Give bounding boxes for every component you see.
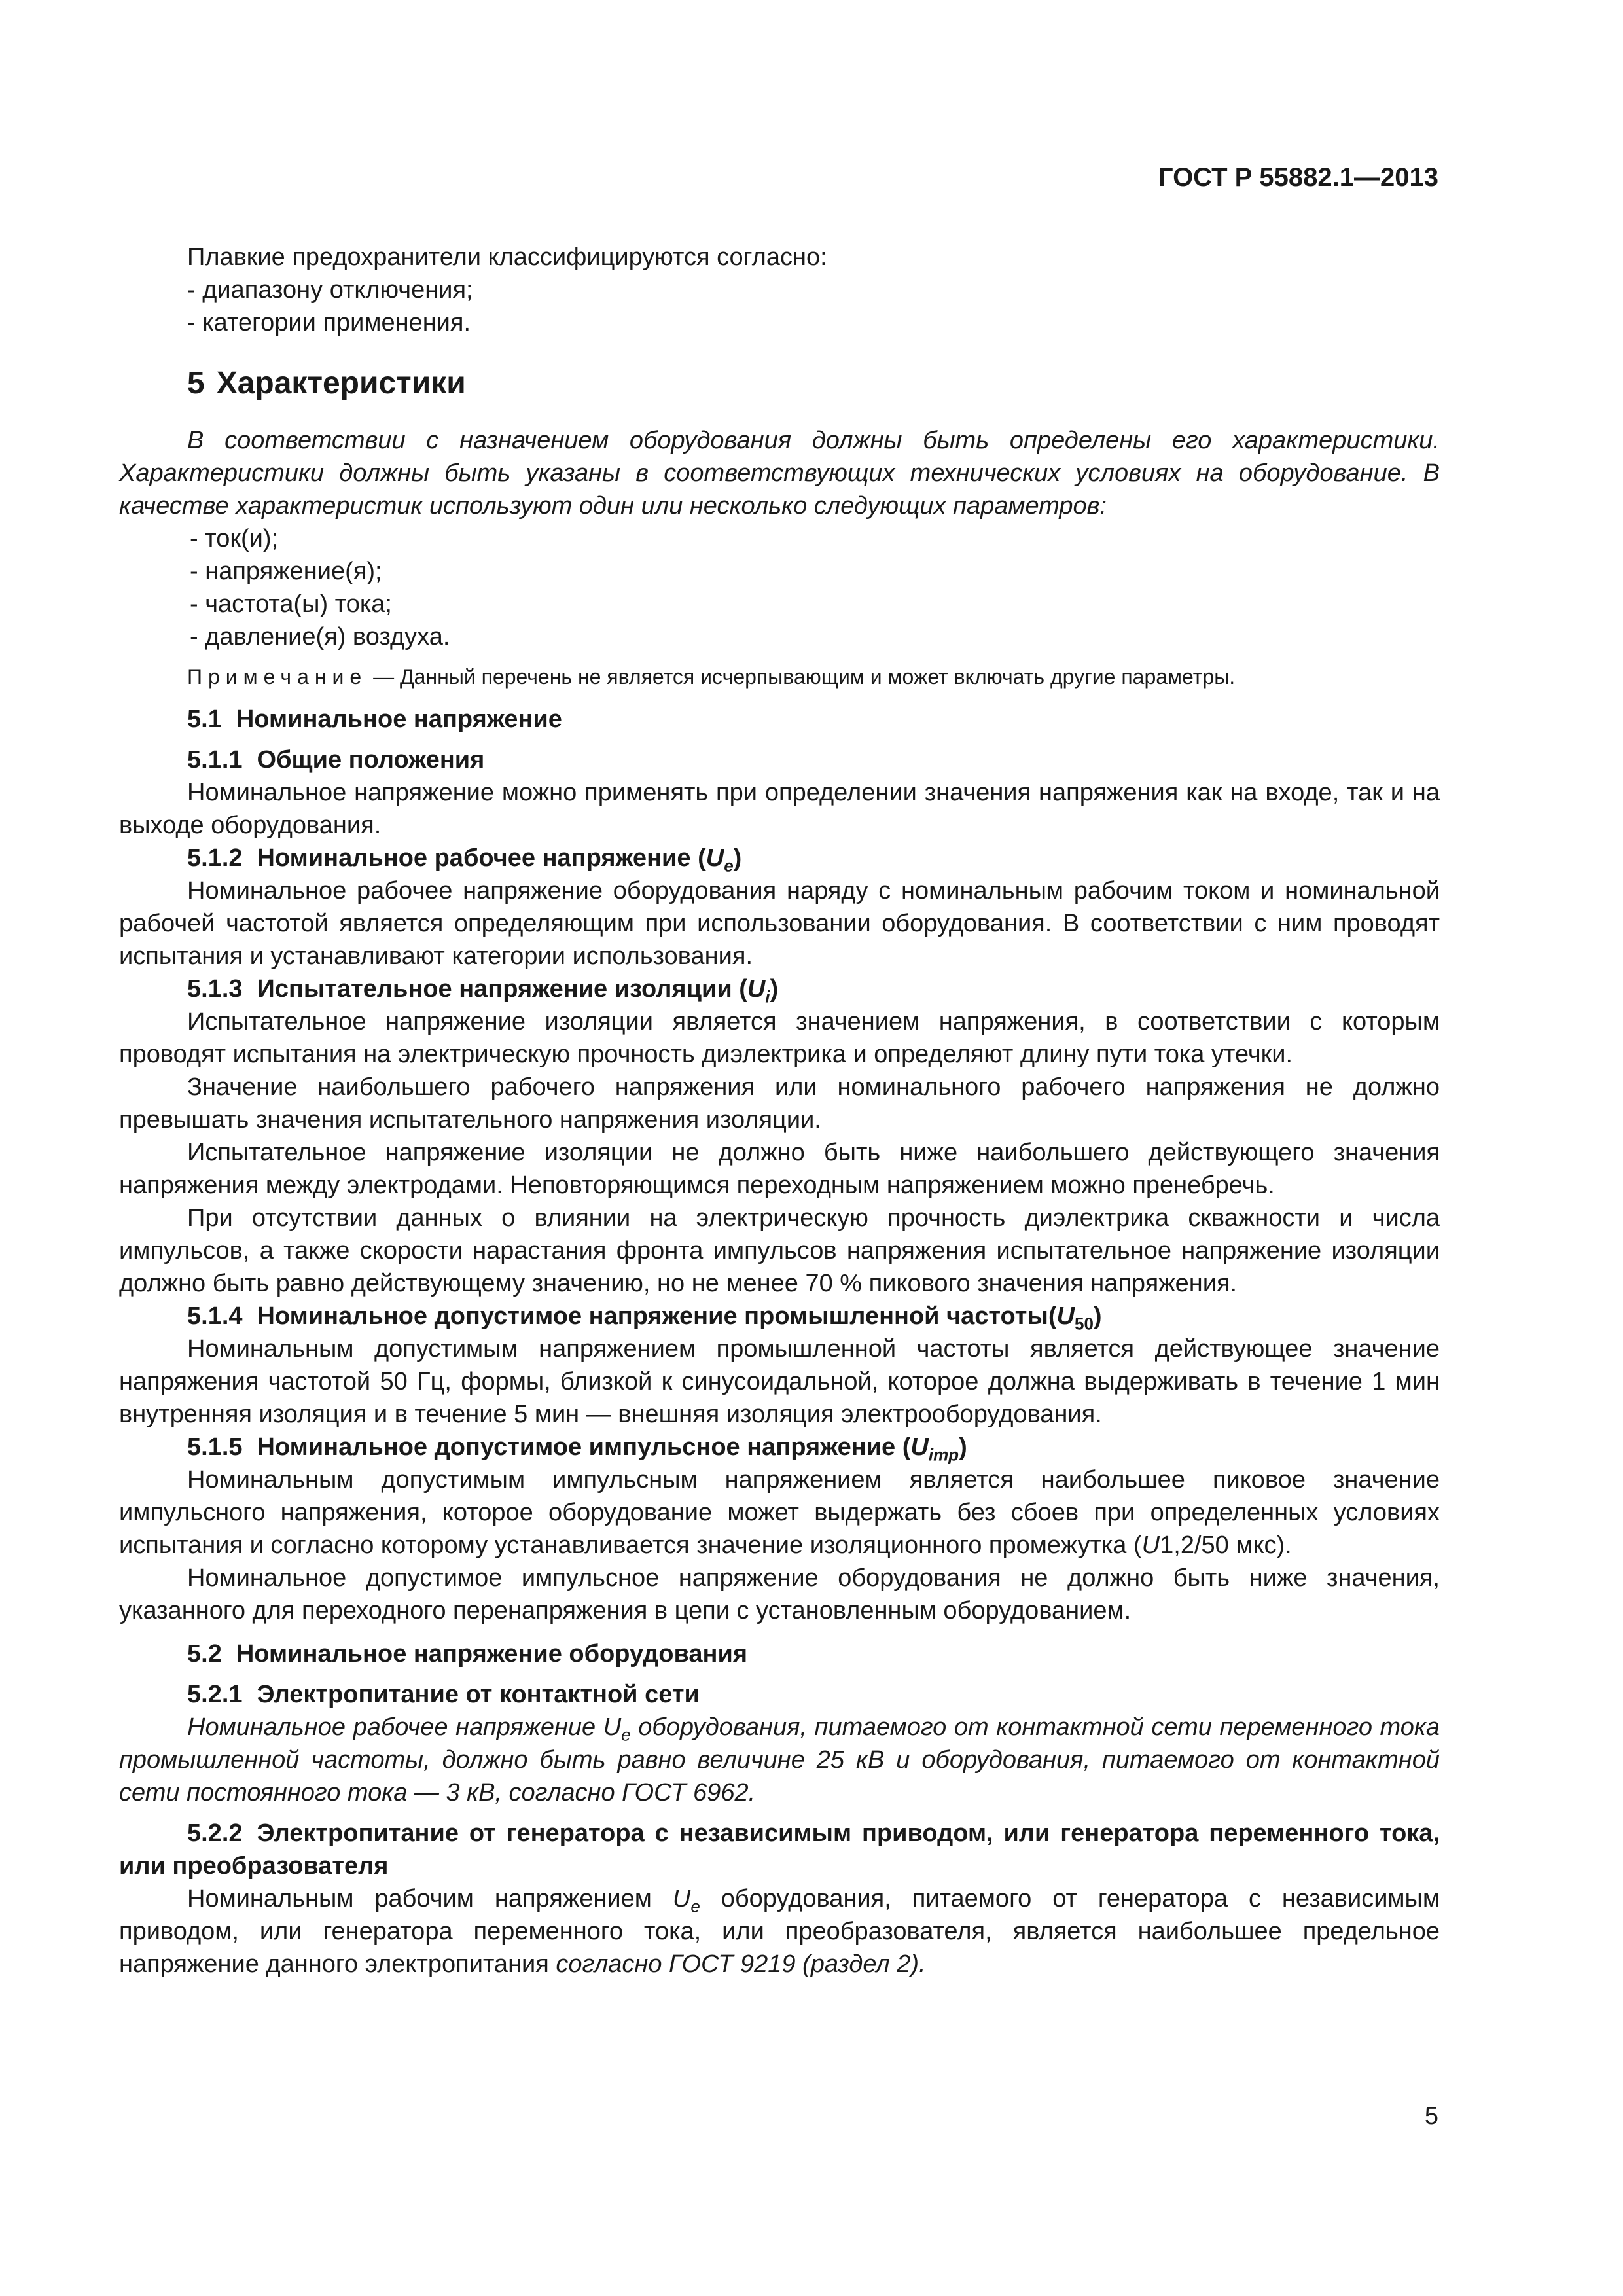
section-5-1-2-title: Номинальное рабочее напряжение ( bbox=[257, 844, 706, 872]
paren-close: ) bbox=[733, 844, 742, 872]
section-5-1-4-number: 5.1.4 bbox=[187, 1302, 243, 1330]
section-5-2-number: 5.2 bbox=[187, 1640, 222, 1668]
section-5-2-2-heading bbox=[119, 1817, 1440, 1882]
section-5-1-4-title: Номинальное допустимое напряжение промышленной частоты( bbox=[257, 1302, 1057, 1330]
param-item-1: - ток(и); bbox=[190, 525, 279, 552]
section-5-1-3-paragraph-2: Значение наибольшего рабочего напряжения или номинального рабочего напряжения не должно превышать значения испытательного напряжения изоляции. bbox=[119, 1073, 1440, 1134]
paragraph-text: Номинальным допустимым импульсным напряжением является наибольшее пиковое значение импульсного напряжения, которое оборудование может выдержать без сбоев при определенных условиях испытания и согласно которому устанавливается значение изоляционного промежутка ( bbox=[119, 1466, 1440, 1559]
section-5-2-1-number: 5.2.1 bbox=[187, 1681, 243, 1708]
note-label: Примечание bbox=[187, 665, 368, 689]
document-id-header: ГОСТ Р 55882.1—2013 bbox=[1158, 163, 1438, 192]
section-5-title: Характеристики bbox=[216, 366, 466, 401]
intro-item-2: - категории применения. bbox=[187, 309, 471, 336]
section-5-1-3-title: Испытательное напряжение изоляции ( bbox=[257, 975, 747, 1003]
paragraph-text-end: согласно ГОСТ 9219 (раздел 2). bbox=[556, 1950, 926, 1978]
section-5-paragraph: В соответствии с назначением оборудования должны быть определены его характеристики. Характеристики должны быть указаны в соответствующих технических условиях на оборудование. В качестве характеристик используют один или несколько следующих параметров: bbox=[119, 427, 1440, 520]
section-5-1-3-paragraph-3: Испытательное напряжение изоляции не должно быть ниже наибольшего действующего значения напряжения между электродами. Неповторяющимся переходным напряжением можно пренебречь. bbox=[119, 1139, 1440, 1199]
section-5-1-5-number: 5.1.5 bbox=[187, 1433, 243, 1461]
paragraph-text: Номинальное рабочее напряжение bbox=[187, 1713, 603, 1741]
section-5-2-title: Номинальное напряжение оборудования bbox=[236, 1640, 747, 1668]
section-5-1-3-heading bbox=[119, 973, 1440, 1005]
section-5-1-2-heading bbox=[119, 842, 1440, 874]
symbol-u: U bbox=[705, 844, 724, 872]
section-5-2-1-paragraph bbox=[119, 1711, 1440, 1809]
intro-item-1: - диапазону отключения; bbox=[187, 276, 473, 304]
section-5-1-4-heading bbox=[119, 1300, 1440, 1333]
symbol-subscript: e bbox=[621, 1725, 631, 1745]
symbol-u: U bbox=[672, 1885, 691, 1912]
section-5-heading bbox=[119, 364, 1440, 403]
section-5-2-2-number: 5.2.2 bbox=[187, 1820, 243, 1847]
symbol-subscript: e bbox=[690, 1896, 700, 1916]
section-5-2-2-title: Электропитание от генератора с независимым приводом, или генератора переменного тока, или преобразователя bbox=[119, 1820, 1440, 1880]
intro-line: Плавкие предохранители классифицируются согласно: bbox=[187, 243, 827, 271]
section-5-1-5-paragraph-1 bbox=[119, 1463, 1440, 1562]
note-text: — Данный перечень не является исчерпывающим и может включать другие параметры. bbox=[367, 665, 1236, 689]
section-5-2-2-paragraph bbox=[119, 1882, 1440, 1981]
section-5-1-1-number: 5.1.1 bbox=[187, 746, 243, 774]
symbol-subscript: imp bbox=[928, 1444, 959, 1465]
section-5-1-number: 5.1 bbox=[187, 706, 222, 733]
section-5-1-5-paragraph-2: Номинальное допустимое импульсное напряжение оборудования не должно быть ниже значения, указанного для переходного перенапряжения в цепи с установленным оборудованием. bbox=[119, 1564, 1440, 1624]
section-5-number: 5 bbox=[187, 366, 205, 401]
param-item-4: - давление(я) воздуха. bbox=[190, 623, 450, 651]
section-5-1-3-number: 5.1.3 bbox=[187, 975, 243, 1003]
paren-close: ) bbox=[1093, 1302, 1102, 1330]
section-5-1-5-heading bbox=[119, 1431, 1440, 1463]
section-5-2-1-title: Электропитание от контактной сети bbox=[257, 1681, 700, 1708]
section-5-1-3-paragraph-4: При отсутствии данных о влиянии на электрическую прочность диэлектрика скважности и числа импульсов, а также скорости нарастания фронта импульсов напряжения испытательное напряжение изоляции должно быть равно действующему значению, но не менее 70 % пикового значения напряжения. bbox=[119, 1204, 1440, 1297]
paragraph-text: Номинальным рабочим напряжением bbox=[187, 1885, 673, 1912]
section-5-1-5-title: Номинальное допустимое импульсное напряжение ( bbox=[257, 1433, 911, 1461]
symbol-subscript: e bbox=[724, 855, 734, 876]
section-5-2-heading bbox=[119, 1638, 1440, 1670]
section-5-1-1-heading bbox=[119, 744, 1440, 776]
symbol-u: U bbox=[1141, 1532, 1160, 1559]
section-5-1-2-paragraph: Номинальное рабочее напряжение оборудования наряду с номинальным рабочим током и номинальной рабочей частотой является определяющим при использовании оборудования. В соответствии с ним проводят испытания и устанавливают категории использования. bbox=[119, 877, 1440, 970]
section-5-1-4-paragraph: Номинальным допустимым напряжением промышленной частоты является действующее значение напряжения частотой 50 Гц, формы, близкой к синусоидальной, которое должна выдерживать в течение 1 мин внутренняя изоляция и в течение 5 мин — внешняя изоляция электрооборудования. bbox=[119, 1335, 1440, 1428]
symbol-u: U bbox=[747, 975, 766, 1003]
paren-close: ) bbox=[770, 975, 779, 1003]
section-5-1-1-paragraph: Номинальное напряжение можно применять при определении значения напряжения как на входе, так и на выходе оборудования. bbox=[119, 779, 1440, 839]
section-5-1-2-number: 5.1.2 bbox=[187, 844, 243, 872]
paragraph-text-end: оборудования, питаемого от контактной сети переменного тока промышленной частоты, должно быть равно величине 25 кВ и оборудования, питаемого от контактной сети постоянного тока — 3 кВ, согласно ГОСТ 6962. bbox=[119, 1713, 1440, 1806]
section-5-1-1-title: Общие положения bbox=[257, 746, 485, 774]
section-5-1-heading bbox=[119, 703, 1440, 736]
paren-close: ) bbox=[959, 1433, 967, 1461]
symbol-u: U bbox=[603, 1713, 622, 1741]
section-5-1-title: Номинальное напряжение bbox=[236, 706, 562, 733]
symbol-u: U bbox=[910, 1433, 929, 1461]
paragraph-text-end: 1,2/50 мкс). bbox=[1160, 1532, 1292, 1559]
document-body bbox=[119, 241, 1440, 1981]
symbol-subscript: 50 bbox=[1074, 1314, 1094, 1334]
page-number: 5 bbox=[1424, 2102, 1438, 2130]
param-item-3: - частота(ы) тока; bbox=[190, 590, 392, 618]
section-5-1-3-paragraph-1: Испытательное напряжение изоляции является значением напряжения, в соответствии с которым проводят испытания на электрическую прочность диэлектрика и определяют длину пути тока утечки. bbox=[119, 1008, 1440, 1068]
param-item-2: - напряжение(я); bbox=[190, 558, 382, 585]
symbol-subscript: i bbox=[765, 986, 770, 1007]
section-5-note bbox=[119, 662, 1440, 691]
symbol-u: U bbox=[1056, 1302, 1075, 1330]
paragraph-text-mid: оборудования, питаемого от генератора с независимым приводом, или генератора переменного тока, или преобразователя, является наибольшее предельное напряжение данного электропитания bbox=[119, 1885, 1440, 1978]
section-5-2-1-heading bbox=[119, 1678, 1440, 1711]
